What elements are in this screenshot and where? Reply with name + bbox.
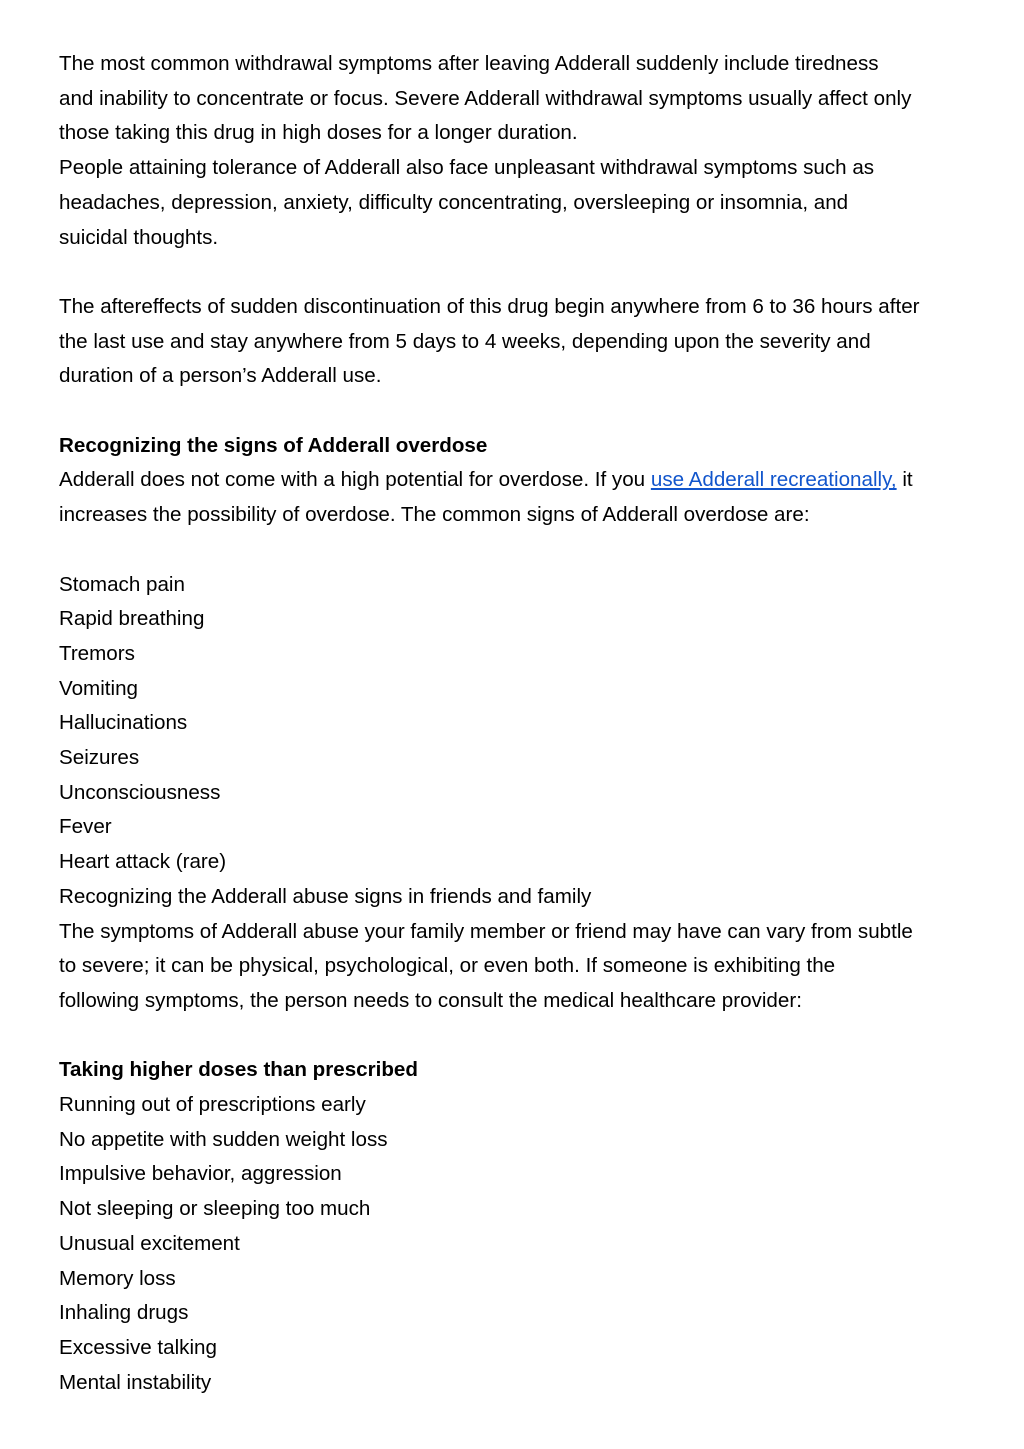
- list-item: Rapid breathing: [59, 607, 205, 631]
- text-line: The aftereffects of sudden discontinuation of this drug begin anywhere from 6 to 36 hours after: [59, 294, 920, 318]
- abuse-signs-list: [59, 1088, 989, 1400]
- list-item: Seizures: [59, 746, 140, 770]
- overdose-heading: Recognizing the signs of Adderall overdose: [59, 433, 488, 457]
- list-item: Unusual excitement: [59, 1231, 240, 1255]
- list-item: Mental instability: [59, 1370, 212, 1394]
- list-item: Running out of prescriptions early: [59, 1093, 366, 1117]
- abuse-first-sign: Taking higher doses than prescribed: [59, 1058, 418, 1082]
- paragraph-gap: [59, 394, 989, 429]
- list-item: Tremors: [59, 641, 135, 665]
- abuse-intro-paragraph: [59, 915, 989, 1019]
- list-item: Impulsive behavior, aggression: [59, 1162, 342, 1186]
- text-line: to severe; it can be physical, psychological, or even both. If someone is exhibiting the: [59, 954, 836, 978]
- paragraph-gap: [59, 1019, 989, 1054]
- list-item: Memory loss: [59, 1266, 176, 1290]
- text-line: the last use and stay anywhere from 5 days to 4 weeks, depending upon the severity and: [59, 329, 871, 353]
- document-page: [59, 47, 989, 1400]
- list-item: Heart attack (rare): [59, 850, 227, 874]
- text-line: duration of a person’s Adderall use.: [59, 364, 382, 388]
- text-line: and inability to concentrate or focus. Severe Adderall withdrawal symptoms usually affect only: [59, 86, 912, 110]
- text-span: it: [896, 468, 913, 492]
- text-line: those taking this drug in high doses for a longer duration.: [59, 121, 578, 145]
- list-item: Unconsciousness: [59, 780, 221, 804]
- recreational-use-link[interactable]: use Adderall recreationally,: [650, 468, 897, 492]
- text-line: People attaining tolerance of Adderall also face unpleasant withdrawal symptoms such as: [59, 156, 875, 180]
- list-item: No appetite with sudden weight loss: [59, 1127, 388, 1151]
- abuse-heading: Recognizing the Adderall abuse signs in friends and family: [59, 884, 592, 908]
- text-line: [59, 463, 989, 498]
- text-line: suicidal thoughts.: [59, 225, 219, 249]
- list-item: Excessive talking: [59, 1335, 217, 1359]
- text-line: following symptoms, the person needs to consult the medical healthcare provider:: [59, 988, 802, 1012]
- list-item: Vomiting: [59, 676, 138, 700]
- list-item: Not sleeping or sleeping too much: [59, 1197, 371, 1221]
- text-span: Adderall does not come with a high potential for overdose. If you: [59, 468, 651, 492]
- overdose-signs-list: [59, 568, 989, 880]
- text-line: The symptoms of Adderall abuse your family member or friend may have can vary from subtle: [59, 919, 913, 943]
- list-item: Hallucinations: [59, 711, 188, 735]
- text-line: increases the possibility of overdose. The common signs of Adderall overdose are:: [59, 503, 810, 527]
- text-line: The most common withdrawal symptoms after leaving Adderall suddenly include tiredness: [59, 52, 879, 75]
- tolerance-paragraph: [59, 151, 989, 255]
- aftereffects-paragraph: [59, 290, 989, 394]
- list-item: Fever: [59, 815, 112, 839]
- overdose-intro-paragraph: [59, 463, 989, 532]
- paragraph-gap: [59, 255, 989, 290]
- paragraph-gap: [59, 533, 989, 568]
- list-item: Stomach pain: [59, 572, 185, 596]
- withdrawal-paragraph: [59, 47, 989, 151]
- list-item: Inhaling drugs: [59, 1301, 189, 1325]
- text-line: headaches, depression, anxiety, difficulty concentrating, oversleeping or insomnia, and: [59, 190, 849, 214]
